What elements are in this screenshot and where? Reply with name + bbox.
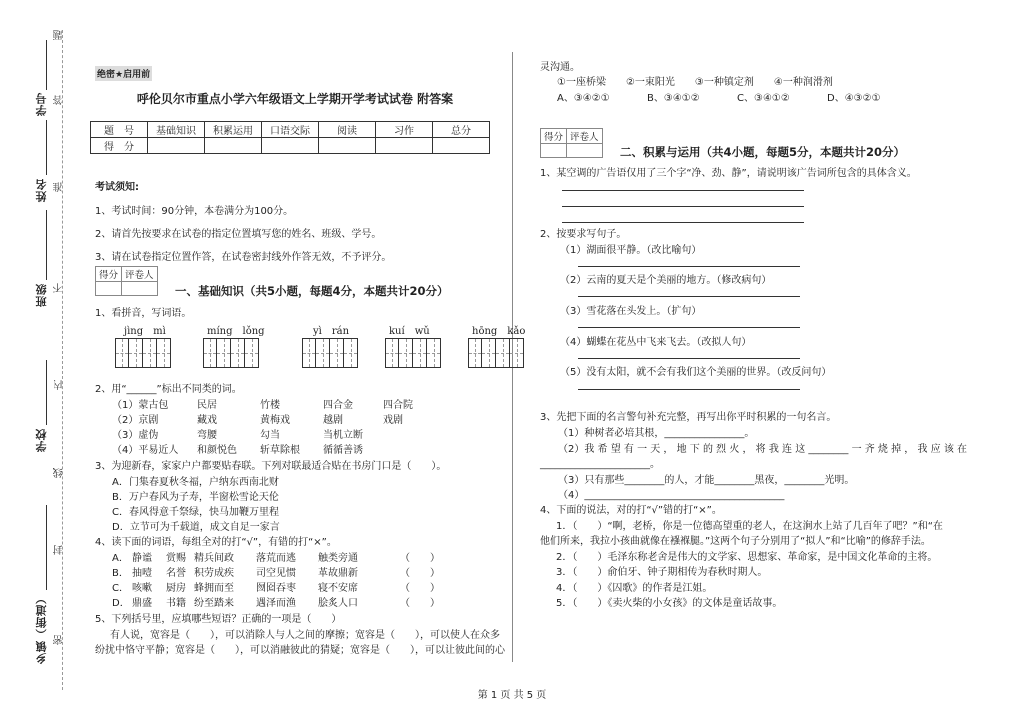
q2-row — [112, 396, 413, 411]
secret-badge: 绝密★启用前 — [95, 66, 152, 81]
sub-question[interactable]: ______________________。 — [540, 459, 660, 470]
class-blank — [46, 210, 47, 280]
q2-row — [112, 411, 403, 426]
class-label: 班级 — [35, 283, 48, 307]
score-header: 习作 — [376, 122, 433, 138]
notice-item: 3、请在试卷指定位置作答，在试卷密封线外作答无效，不予评分。 — [95, 252, 392, 263]
word: 蜂拥而至 — [194, 583, 234, 594]
sub-question: （1）湖面很平静。（改比喻句） — [560, 245, 702, 256]
word[interactable]: 当机立断 — [323, 430, 363, 441]
word[interactable]: 弯腰 — [197, 430, 217, 441]
grader-label: 评卷人 — [122, 267, 158, 282]
sub-question: （3）雪花落在头发上。（扩句） — [560, 306, 702, 317]
option-letter: D． — [112, 598, 130, 609]
word: 革故鼎新 — [318, 568, 358, 579]
judge-item[interactable]: 1．（ ）“啊，老桥，你是一位德高望重的老人，在这涧水上站了几百年了吧？”和“在 — [556, 521, 943, 532]
question: 5、下列括号里，应填哪些短语？正确的一项是（ ） — [95, 614, 342, 625]
q4-row — [112, 549, 440, 564]
grader-box — [95, 266, 158, 296]
score-cell[interactable] — [205, 138, 262, 154]
answer-line[interactable] — [562, 222, 804, 223]
section-title: 二、积累与运用（共4小题，每题5分，本题共计20分） — [620, 145, 906, 159]
option[interactable]: D、④③②① — [827, 93, 881, 104]
judge-item[interactable]: 3．（ ）俞伯牙、钟子期相传为春秋时期人。 — [556, 567, 768, 578]
school-label: 学校 — [35, 428, 48, 452]
notice-item: 2、请首先按要求在试卷的指定位置填写您的姓名、班级、学号。 — [95, 229, 382, 240]
question: 3、为迎新春，家家户户都要贴春联。下列对联最适合贴在书房门口是（ ）。 — [95, 461, 447, 472]
paragraph: 纷扰中恪守平静；宽容是（ ），可以消融彼此的猜疑；宽容是（ ），可以让彼此间的心 — [95, 645, 505, 656]
word[interactable]: 循循善诱 — [323, 445, 363, 456]
seal-char: 答 — [54, 95, 65, 105]
judge-item[interactable]: 4．（ ）《囚歌》的作者是江姐。 — [556, 583, 713, 594]
word: 厨房 — [166, 583, 186, 594]
answer-line[interactable] — [578, 266, 800, 267]
pinyin: yì rán — [313, 326, 350, 337]
word: 司空见惯 — [256, 568, 296, 579]
score-cell[interactable] — [376, 138, 433, 154]
pinyin: jìng mì — [124, 326, 166, 337]
writing-grid[interactable] — [203, 338, 259, 368]
seal-char: 密 — [54, 635, 65, 645]
seal-char: 线 — [54, 468, 65, 478]
word: 书籍 — [166, 598, 186, 609]
word[interactable]: 藏戏 — [197, 415, 217, 426]
option[interactable]: A、③④②① — [557, 93, 610, 104]
question: 2、按要求写句子。 — [540, 229, 627, 240]
option[interactable]: D．立节可为千载道，成文自足一家言 — [112, 522, 280, 533]
word[interactable]: （2）京剧 — [112, 415, 159, 426]
question: 4、读下面的词语，每组全对的打“√”，有错的打“×”。 — [95, 537, 337, 548]
grader-label: 评卷人 — [567, 129, 603, 144]
q2-row — [112, 441, 363, 456]
option[interactable]: C．春风得意千祭绿，快马加鞭万里程 — [112, 507, 279, 518]
score-cell[interactable] — [433, 138, 490, 154]
name-blank — [46, 120, 47, 175]
answer-paren[interactable]: （ ） — [400, 583, 440, 594]
option-letter: B． — [112, 568, 129, 579]
school-blank — [46, 360, 47, 425]
word: 遇泽而渔 — [256, 598, 296, 609]
writing-grid[interactable] — [302, 338, 358, 368]
question: 1、某空调的广告语仅用了三个字“净、劲、静”，请说明该广告词所包含的具体含义。 — [540, 168, 917, 179]
student-id-label: 学号 — [35, 92, 48, 116]
grader-label: 得分 — [541, 129, 567, 144]
word: 积劳成疾 — [194, 568, 234, 579]
notice-heading: 考试须知: — [95, 182, 139, 193]
judge-item[interactable]: 2．（ ）毛泽东称老舍是伟大的文学家、思想家、革命家，是中国文化革命的主将。 — [556, 552, 938, 563]
option[interactable]: B．万户春风为子寿，半窗松雪论天伦 — [112, 492, 279, 503]
pinyin: kuí wǔ — [389, 326, 430, 337]
score-header: 总分 — [433, 122, 490, 138]
word: 鼎盛 — [132, 598, 152, 609]
word: 落荒而逃 — [256, 553, 296, 564]
options: ①一座桥梁 ②一束阳光 ③一种镇定剂 ④一种润滑剂 — [557, 77, 833, 88]
student-id-blank — [46, 40, 47, 90]
judge-item[interactable]: 5．（ ）《卖火柴的小女孩》的文体是童话故事。 — [556, 598, 783, 609]
score-cell[interactable] — [262, 138, 319, 154]
score-header: 题 号 — [91, 122, 148, 138]
word[interactable]: 四合金 — [323, 400, 353, 411]
answer-line[interactable] — [562, 190, 804, 191]
word: 寝不安席 — [318, 583, 358, 594]
answer-paren[interactable]: （ ） — [400, 568, 440, 579]
score-row-label: 得 分 — [91, 138, 148, 154]
answer-paren[interactable]: （ ） — [400, 598, 440, 609]
writing-grid[interactable] — [385, 338, 441, 368]
word[interactable]: 戏剧 — [383, 415, 403, 426]
word: 咳嗽 — [132, 583, 152, 594]
word[interactable]: 黄梅戏 — [260, 415, 290, 426]
judge-item: 他们所来，我拉小孩曲就像在襁褓腿。”这两个句子分别用了“拟人”和“比喻”的修辞手法。 — [540, 536, 931, 547]
seal-line — [62, 30, 63, 690]
q4-row — [112, 579, 440, 594]
town-label: 乡镇（街道） — [35, 592, 48, 664]
word: 抽噎 — [132, 568, 152, 579]
word: 静谧 — [132, 553, 152, 564]
word[interactable]: 斩草除根 — [260, 445, 300, 456]
word: 触类旁通 — [318, 553, 358, 564]
answer-line[interactable] — [578, 296, 800, 297]
score-cell[interactable] — [148, 138, 205, 154]
option[interactable]: C、③④①② — [737, 93, 790, 104]
grader-box — [540, 128, 603, 158]
answer-line[interactable] — [578, 358, 800, 359]
score-cell[interactable] — [319, 138, 376, 154]
question: 4、下面的说法，对的打“√”错的打“×”。 — [540, 505, 722, 516]
seal-char: 准 — [54, 182, 65, 192]
page-footer: 第 1 页 共 5 页 — [477, 690, 547, 701]
word[interactable]: （1）蒙古包 — [112, 400, 169, 411]
sub-question: （2）云南的夏天是个美丽的地方。（修改病句） — [560, 275, 772, 286]
word: 纷至踏来 — [194, 598, 234, 609]
word[interactable]: （4）平易近人 — [112, 445, 179, 456]
q4-row — [112, 564, 440, 579]
sub-question: （5）没有太阳，就不会有我们这个美丽的世界。（改反问句） — [560, 367, 832, 378]
grader-cell[interactable] — [122, 282, 158, 296]
word: 囫囵吞枣 — [256, 583, 296, 594]
option-letter: C． — [112, 583, 129, 594]
option-letter: A． — [112, 553, 129, 564]
grader-label: 得分 — [96, 267, 122, 282]
score-header: 积累运用 — [205, 122, 262, 138]
writing-grid[interactable] — [468, 338, 524, 368]
pinyin: hōng kǎo — [472, 326, 526, 337]
pinyin: míng lǒng — [207, 326, 265, 337]
option[interactable]: B、③④①② — [647, 93, 700, 104]
score-header: 阅读 — [319, 122, 376, 138]
word[interactable]: 越剧 — [323, 415, 343, 426]
grader-cell[interactable] — [96, 282, 122, 296]
answer-line[interactable] — [578, 327, 800, 328]
paragraph: 有人说，宽容是（ ），可以消除人与人之间的摩擦；宽容是（ ），可以使人在众多 — [110, 630, 500, 641]
option[interactable]: A．门集春夏秋冬福，户纳东西南北财 — [112, 477, 279, 488]
paragraph: 灵沟通。 — [540, 62, 580, 73]
sub-question: （4）蝴蝶在花丛中飞来飞去。（改拟人句） — [560, 337, 752, 348]
question: 2、用“______”标出不同类的词。 — [95, 384, 242, 395]
writing-grid[interactable] — [115, 338, 171, 368]
seal-char: 题 — [54, 30, 65, 40]
seal-char: 封 — [54, 545, 65, 555]
notice-item: 1、考试时间：90分钟，本卷满分为100分。 — [95, 206, 294, 217]
word: 名誉 — [166, 568, 186, 579]
answer-line[interactable] — [562, 206, 804, 207]
score-header: 基础知识 — [148, 122, 205, 138]
word[interactable]: 四合院 — [383, 400, 413, 411]
word[interactable]: 竹楼 — [260, 400, 280, 411]
word: 赏赐 — [166, 553, 186, 564]
word[interactable]: 和颜悦色 — [197, 445, 237, 456]
sub-question[interactable]: （1）种树者必培其根，________________。 — [558, 428, 755, 439]
q4-row — [112, 594, 440, 609]
question: 1、看拼音，写词语。 — [95, 308, 192, 319]
town-blank — [46, 505, 47, 590]
answer-line[interactable] — [578, 389, 800, 390]
answer-paren[interactable]: （ ） — [400, 553, 440, 564]
score-table — [90, 121, 490, 154]
word[interactable]: 勾当 — [260, 430, 280, 441]
word[interactable]: （3）虚伪 — [112, 430, 159, 441]
grader-cell[interactable] — [567, 144, 603, 158]
word[interactable]: 民居 — [197, 400, 217, 411]
sub-question[interactable]: （2）我 希 望 有 一 天 ， 地 下 的 烈 火 ， 将 我 连 这 ________ 一 齐 烧 掉 ， 我 应 该 在 — [558, 444, 968, 455]
grader-cell[interactable] — [541, 144, 567, 158]
score-header: 口语交际 — [262, 122, 319, 138]
sub-question[interactable]: （4）________________________________________ — [558, 490, 785, 501]
word: 精兵间政 — [194, 553, 234, 564]
seal-char: 内 — [54, 380, 65, 390]
name-label: 姓名 — [35, 178, 48, 202]
sub-question[interactable]: （3）只有那些________的人，才能________黑夜，________光明。 — [558, 475, 855, 486]
answer-options — [557, 89, 881, 104]
page-title: 呼伦贝尔市重点小学六年级语文上学期开学考试试卷 附答案 — [136, 92, 454, 106]
word: 脍炙人口 — [318, 598, 358, 609]
section-title: 一、基础知识（共5小题，每题4分，本题共计20分） — [175, 284, 449, 298]
seal-char: 不 — [54, 283, 65, 293]
question: 3、先把下面的名言警句补充完整，再写出你平时积累的一句名言。 — [540, 412, 837, 423]
q2-row — [112, 426, 363, 441]
